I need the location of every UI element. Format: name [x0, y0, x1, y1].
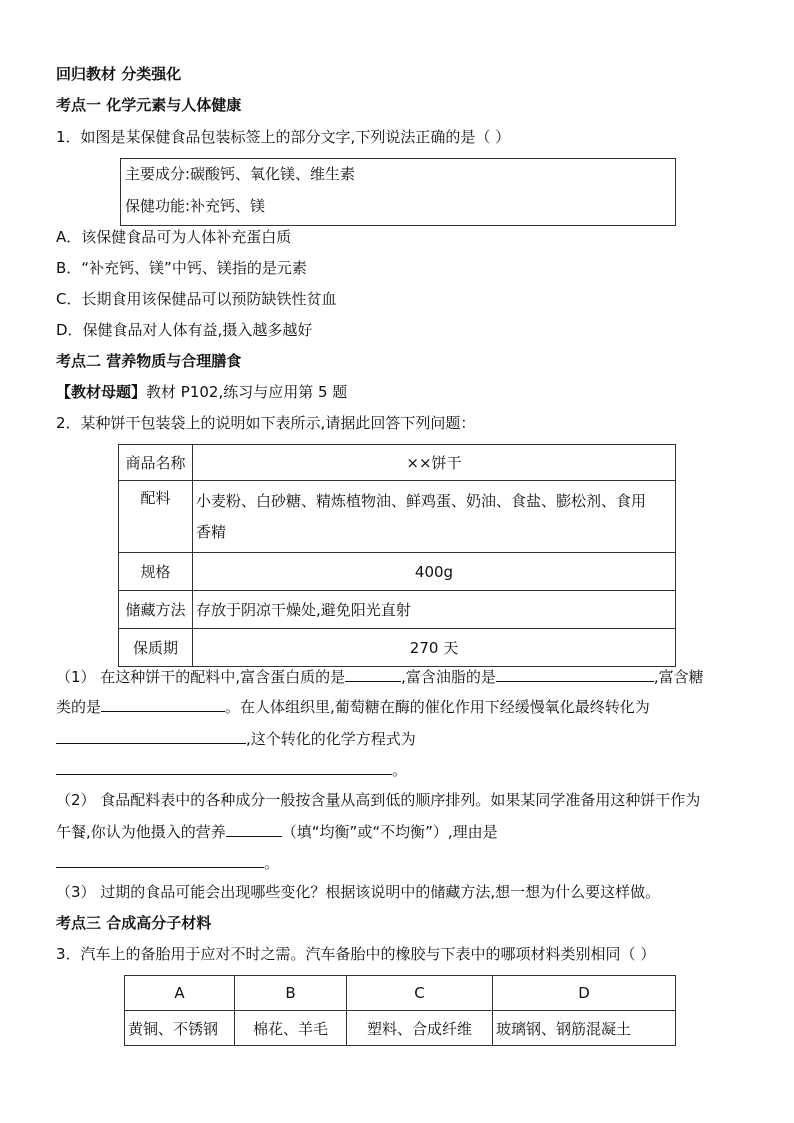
text-span: （1） 在这种饼干的配料中,富含蛋白质的是	[56, 668, 346, 686]
source-text: 教材 P102,练习与应用第 5 题	[146, 383, 348, 401]
question-3: 3．汽车上的备胎用于应对不时之需。汽车备胎中的橡胶与下表中的哪项材料类别相同（ ）	[56, 945, 656, 963]
text-span: 午餐,你认为他摄入的营养	[56, 823, 226, 841]
table-key: 储藏方法	[119, 591, 193, 629]
table-key: 规格	[119, 553, 193, 591]
part-1-line-4	[56, 758, 407, 781]
table-row	[125, 1011, 676, 1046]
source-tag: 【教材母题】	[56, 383, 147, 401]
part-3: （3） 过期的食品可能会出现哪些变化？根据该说明中的储藏方法,想一想为什么要这样做。	[56, 883, 661, 901]
section-title-1: 考点一 化学元素与人体健康	[56, 96, 242, 114]
question-1: 1．如图是某保健食品包装标签上的部分文字,下列说法正确的是（ ）	[56, 128, 511, 146]
section-title-3: 考点三 合成高分子材料	[56, 914, 212, 932]
option-c: C．长期食用该保健品可以预防缺铁性贫血	[56, 290, 337, 308]
table-row	[119, 445, 676, 481]
answer-blank[interactable]	[56, 758, 392, 775]
ingredients-line-2: 香精	[196, 522, 227, 541]
table-key: 商品名称	[119, 445, 193, 481]
option-header-c: C	[347, 976, 493, 1011]
option-header-b: B	[235, 976, 347, 1011]
label-function: 保健功能:补充钙、镁	[125, 197, 266, 215]
text-span: ,这个转化的化学方程式为	[246, 730, 416, 748]
part-1-line-3	[56, 727, 416, 750]
text-span: 。	[264, 854, 280, 872]
text-span: 。	[392, 761, 408, 779]
option-b: B．“补充钙、镁”中钙、镁指的是元素	[56, 259, 307, 277]
answer-blank[interactable]	[496, 665, 654, 682]
part-2-line-3	[56, 851, 279, 874]
option-a: A．该保健食品可为人体补充蛋白质	[56, 228, 292, 246]
option-cell-b: 棉花、羊毛	[235, 1011, 347, 1046]
question-2: 2．某种饼干包装袋上的说明如下表所示,请据此回答下列问题：	[56, 414, 476, 432]
label-ingredients: 主要成分:碳酸钙、氧化镁、维生素	[125, 165, 356, 183]
table-row	[119, 481, 676, 553]
table-value	[193, 481, 676, 553]
table-row	[119, 591, 676, 629]
text-span: 类的是	[56, 698, 102, 716]
table-value: 270 天	[193, 629, 676, 667]
option-header-d: D	[493, 976, 676, 1011]
answer-blank[interactable]	[226, 820, 282, 837]
table-key: 配料	[119, 481, 193, 553]
part-1-line-2	[56, 695, 650, 718]
supplement-label-box	[120, 158, 676, 226]
table-row	[119, 629, 676, 667]
answer-blank[interactable]	[56, 851, 264, 868]
option-d: D．保健食品对人体有益,摄入越多越好	[56, 321, 313, 339]
part-2-line-1: （2） 食品配料表中的各种成分一般按含量从高到低的顺序排列。如果某同学准备用这种饼干作为	[56, 791, 701, 809]
text-span: 。在人体组织里,葡萄糖在酶的催化作用下经缓慢氧化最终转化为	[225, 698, 650, 716]
text-span: ,富含糖	[653, 668, 704, 686]
option-header-a: A	[125, 976, 235, 1011]
table-row	[125, 976, 676, 1011]
option-cell-a: 黄铜、不锈钢	[125, 1011, 235, 1046]
ingredients-line-1: 小麦粉、白砂糖、精炼植物油、鲜鸡蛋、奶油、食盐、膨松剂、食用	[196, 491, 647, 510]
table-value: 存放于阴凉干燥处,避免阳光直射	[193, 591, 676, 629]
source-note	[56, 381, 347, 403]
text-span: ,富含油脂的是	[401, 668, 496, 686]
table-key: 保质期	[119, 629, 193, 667]
part-1-line-1	[56, 665, 704, 688]
section-title-2: 考点二 营养物质与合理膳食	[56, 352, 242, 370]
part-2-line-2	[56, 820, 498, 843]
materials-table	[124, 975, 676, 1046]
text-span: （填“均衡”或“不均衡”）,理由是	[281, 823, 498, 841]
table-row	[119, 553, 676, 591]
answer-blank[interactable]	[345, 665, 401, 682]
table-value: ××饼干	[193, 445, 676, 481]
answer-blank[interactable]	[101, 695, 225, 712]
biscuit-info-table	[118, 444, 676, 667]
page-heading: 回归教材 分类强化	[56, 65, 182, 83]
option-cell-d: 玻璃钢、钢筋混凝土	[493, 1011, 676, 1046]
table-value: 400g	[193, 553, 676, 591]
option-cell-c: 塑料、合成纤维	[347, 1011, 493, 1046]
answer-blank[interactable]	[56, 727, 246, 744]
